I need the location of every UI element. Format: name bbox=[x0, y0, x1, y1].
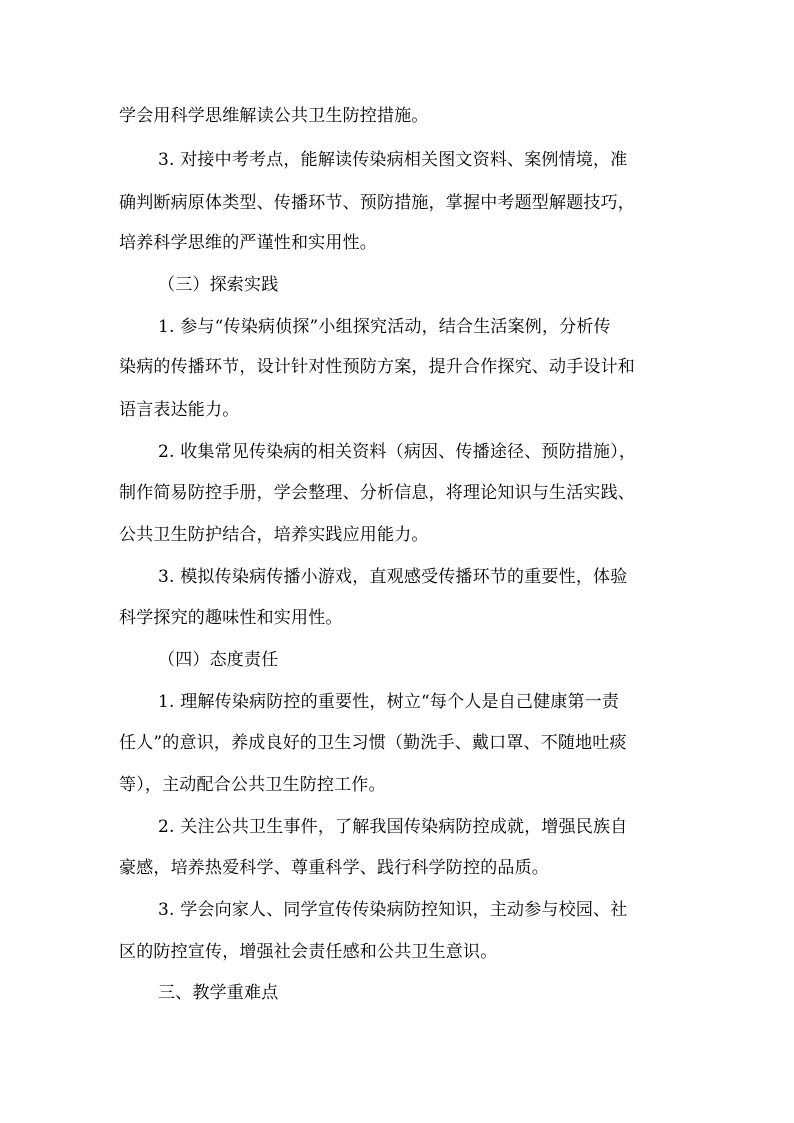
paragraph-line: 语言表达能力。 bbox=[119, 400, 240, 420]
list-item-line: 1. 理解传染病防控的重要性，树立“每个人是自己健康第一责 bbox=[158, 692, 620, 712]
paragraph-line: 任人”的意识，养成良好的卫生习惯（勤洗手、戴口罩、不随地吐痰 bbox=[119, 733, 627, 753]
chapter-heading: 三、教学重难点 bbox=[158, 983, 279, 1003]
paragraph-line: 豪感，培养热爱科学、尊重科学、践行科学防控的品质。 bbox=[119, 858, 549, 878]
list-item-line: 1. 参与“传染病侦探”小组探究活动，结合生活案例，分析传 bbox=[158, 317, 611, 337]
paragraph-line: 公共卫生防护结合，培养实践应用能力。 bbox=[119, 525, 429, 545]
paragraph-line: 学会用科学思维解读公共卫生防控措施。 bbox=[119, 106, 429, 126]
paragraph-line: 培养科学思维的严谨性和实用性。 bbox=[119, 233, 377, 253]
paragraph-line: 科学探究的趣味性和实用性。 bbox=[119, 608, 343, 628]
paragraph-line: 染病的传播环节，设计针对性预防方案，提升合作探究、动手设计和 bbox=[119, 357, 635, 377]
paragraph-line: 区的防控宣传，增强社会责任感和公共卫生意识。 bbox=[119, 942, 498, 962]
section-heading: （三）探索实践 bbox=[158, 275, 279, 295]
paragraph-line: 等），主动配合公共卫生防控工作。 bbox=[119, 775, 386, 795]
paragraph-line: 确判断病原体类型、传播环节、预防措施，掌握中考题型解题技巧， bbox=[119, 193, 635, 213]
paragraph-line: 制作简易防控手册，学会整理、分析信息，将理论知识与生活实践、 bbox=[119, 483, 635, 503]
list-item-line: 2. 收集常见传染病的相关资料（病因、传播途径、预防措施）， bbox=[158, 442, 637, 462]
list-item-line: 3. 学会向家人、同学宣传传染病防控知识，主动参与校园、社 bbox=[158, 900, 628, 920]
list-item-line: 2. 关注公共卫生事件，了解我国传染病防控成就，增强民族自 bbox=[158, 817, 628, 837]
section-heading: （四）态度责任 bbox=[158, 650, 279, 670]
list-item-line: 3. 模拟传染病传播小游戏，直观感受传播环节的重要性，体验 bbox=[158, 567, 628, 587]
list-item-line: 3. 对接中考考点，能解读传染病相关图文资料、案例情境，准 bbox=[158, 150, 628, 170]
